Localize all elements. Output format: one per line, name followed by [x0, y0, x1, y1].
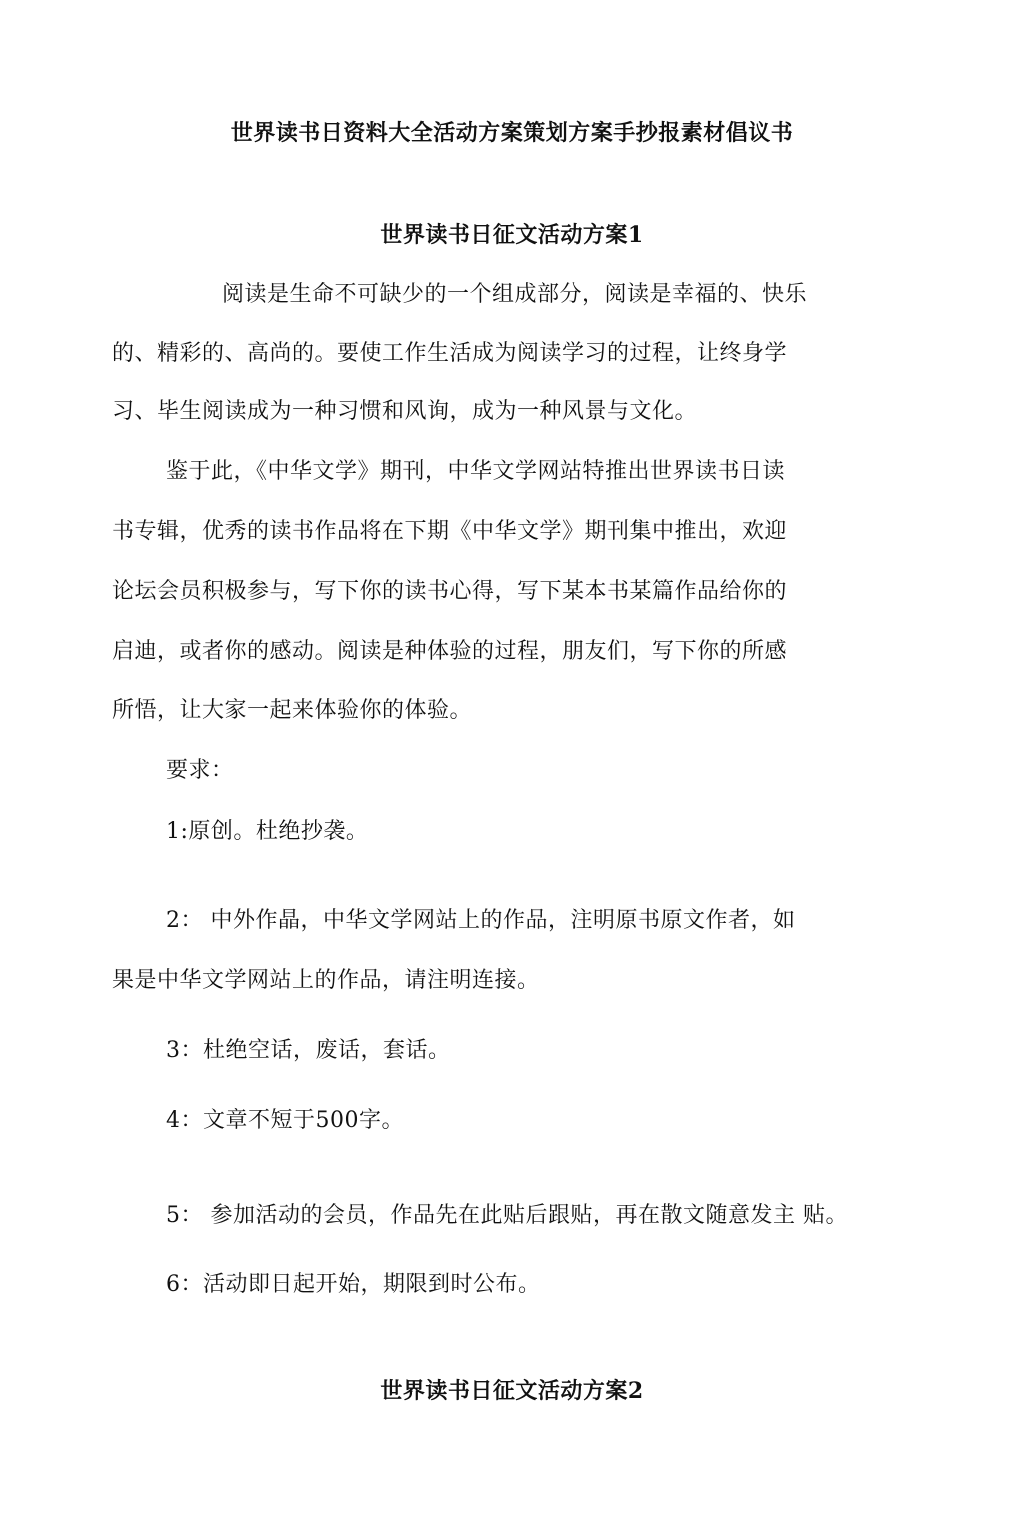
requirements-label: 要求：	[166, 758, 234, 783]
requirement-item: 1:原创。杜绝抄袭。	[166, 819, 369, 844]
paragraph-line: 书专辑，优秀的读书作品将在下期《中华文学》期刊集中推出，欢迎	[112, 519, 788, 544]
requirement-item: 2： 中外作晶，中华文学网站上的作品，注明原书原文作者，如	[166, 908, 796, 933]
document-title: 世界读书日资料大全活动方案策划方案手抄报素材倡议书	[230, 120, 794, 146]
paragraph-line: 所悟，让大家一起来体验你的体验。	[112, 698, 473, 723]
requirement-item: 果是中华文学网站上的作品，请注明连接。	[112, 968, 540, 993]
section-heading-2: 世界读书日征文活动方案2	[380, 1378, 644, 1404]
requirement-item: 6：活动即日起开始，期限到时公布。	[166, 1272, 541, 1297]
paragraph-line: 的、精彩的、高尚的。要使工作生活成为阅读学习的过程，让终身学	[112, 341, 788, 366]
paragraph-line: 论坛会员积极参与，写下你的读书心得，写下某本书某篇作品给你的	[112, 579, 788, 604]
requirement-item: 5： 参加活动的会员，作品先在此贴后跟贴，再在散文随意发主 贴。	[166, 1203, 848, 1228]
paragraph-line: 习、毕生阅读成为一种习惯和风询，成为一种风景与文化。	[112, 399, 698, 424]
requirement-item: 4：文章不短于500字。	[166, 1108, 404, 1133]
paragraph-line: 鉴于此，《中华文学》期刊，中华文学网站特推出世界读书日读	[166, 459, 786, 484]
paragraph-line: 启迪，或者你的感动。阅读是种体验的过程，朋友们，写下你的所感	[112, 639, 788, 664]
paragraph-line: 阅读是生命不可缺少的一个组成部分，阅读是幸福的、快乐	[222, 282, 808, 307]
requirement-item: 3：杜绝空话，废话，套话。	[166, 1038, 451, 1063]
section-heading-1: 世界读书日征文活动方案1	[380, 222, 644, 248]
